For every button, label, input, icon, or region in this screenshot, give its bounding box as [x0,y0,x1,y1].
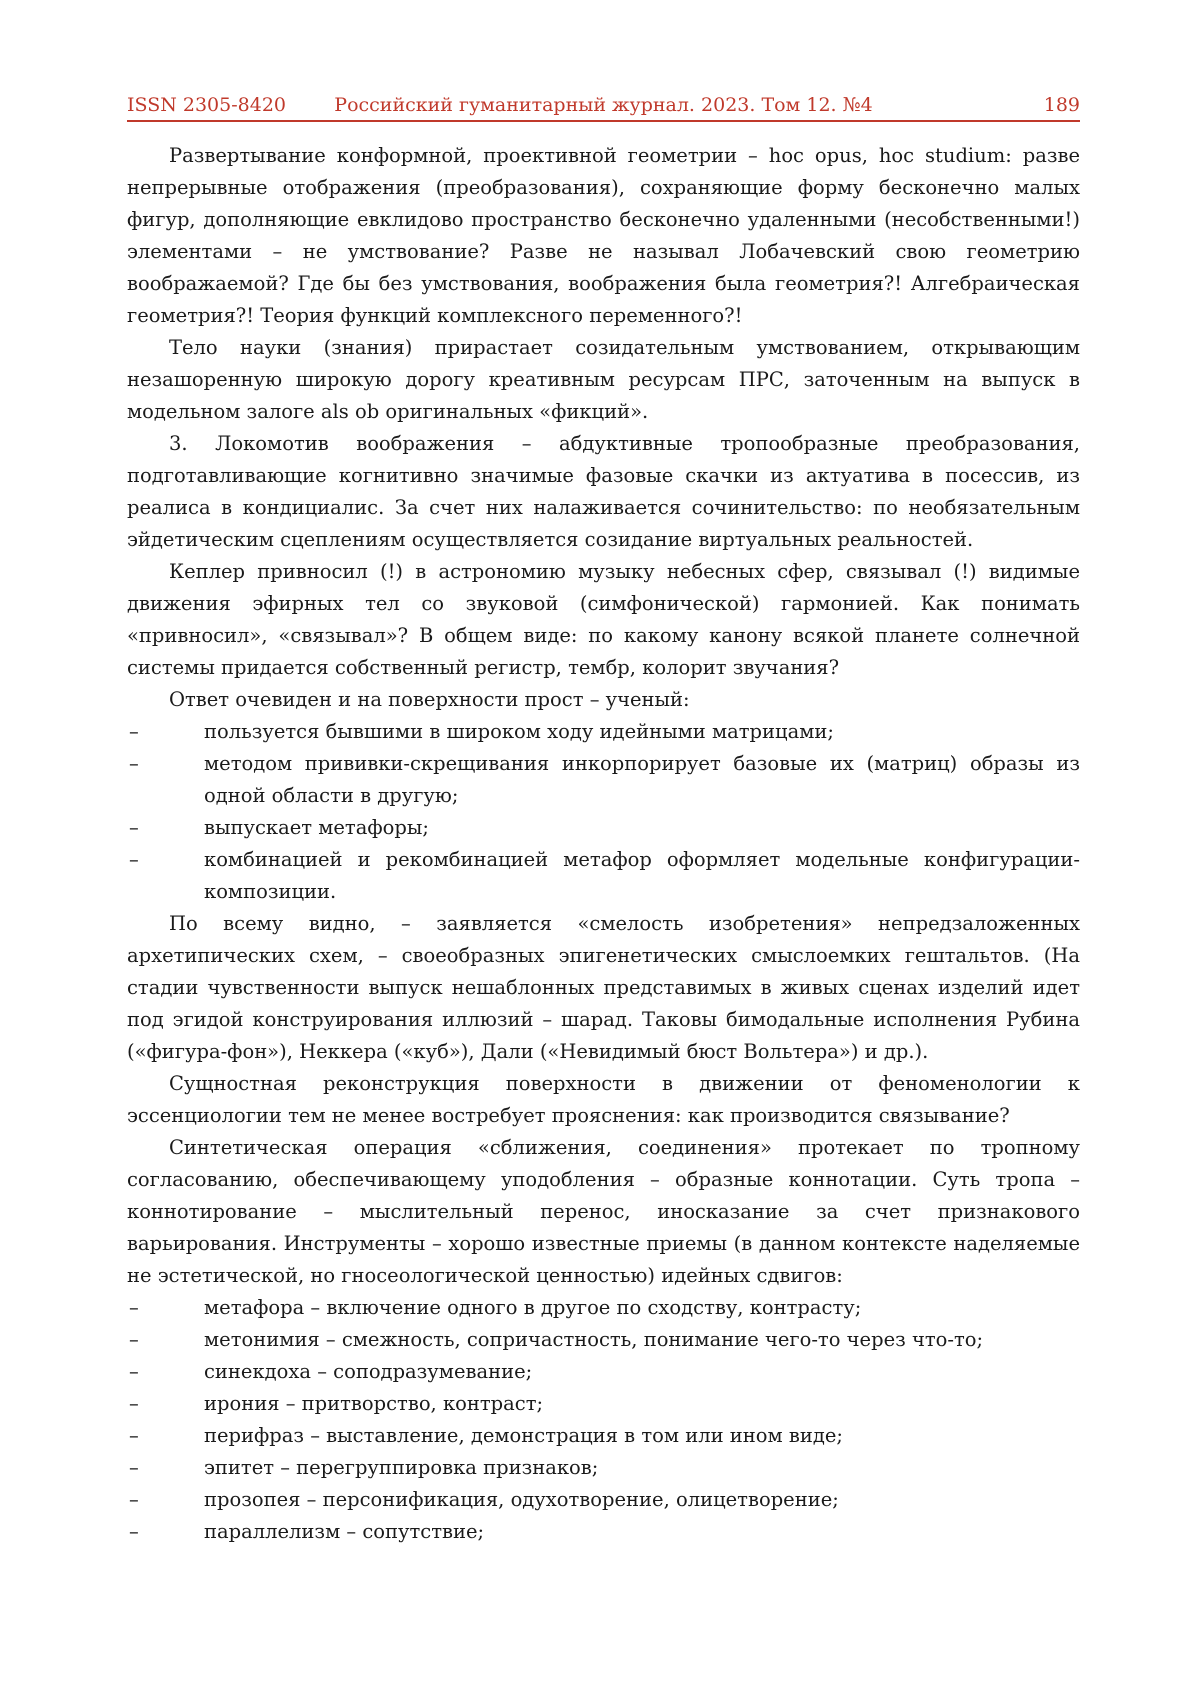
dash-list [127,716,1080,908]
paragraph: 3. Локомотив воображения – абдуктивные тропообразные преобразования, подготавливающие когнитивно значимые фазовые скачки из актуатива в посессив, из реалиса в кондициалис. За счет них налаживается сочинительство: по необязательным эйдетическим сцеплениям осуществляется созидание виртуальных реальностей. [127,432,1080,551]
list-item: – выпускает метафоры; [204,812,1080,844]
list-item: – ирония – притворство, контраст; [204,1388,1080,1420]
list-item: – перифраз – выставление, демонстрация в том или ином виде; [204,1420,1080,1452]
journal-title: Российский гуманитарный журнал. 2023. Том 12. №4 [334,94,873,116]
paragraph: Сущностная реконструкция поверхности в движении от феноменологии к эссенциологии тем не менее востребует прояснения: как производится связывание? [127,1072,1080,1127]
list-item: – прозопея – персонификация, одухотворение, олицетворение; [204,1484,1080,1516]
list-item: – метафора – включение одного в другое по сходству, контрасту; [204,1292,1080,1324]
paragraph: Тело науки (знания) прирастает созидательным умствованием, открывающим незашоренную широкую дорогу креативным ресурсам ПРС, заточенным на выпуск в модельном залоге als ob оригинальных «фикций». [127,336,1080,423]
page-number: 189 [1043,94,1080,116]
paragraph: Развертывание конформной, проективной геометрии – hoc opus, hoc studium: разве непрерывные отображения (преобразования), сохраняющие форму бесконечно малых фигур, дополняющие евклидово пространство бесконечно удаленными (несобственными!) элементами – не умствование? Разве не называл Лобачевский свою геометрию воображаемой? Где бы без умствования, воображения была геометрия?! Алгебраическая геометрия?! Теория функций комплексного переменного?! [127,144,1080,327]
running-header [127,92,1080,122]
list-item: – синекдоха – соподразумевание; [204,1356,1080,1388]
list-item: – параллелизм – сопутствие; [204,1516,1080,1548]
dash-list [127,1292,1080,1548]
issn: ISSN 2305-8420 [127,94,286,116]
list-item: – методом прививки-скрещивания инкорпорирует базовые их (матриц) образы из одной области в другую; [204,748,1080,812]
paragraph: По всему видно, – заявляется «смелость изобретения» непредзаложенных архетипических схем, – своеобразных эпигенетических смыслоемких гештальтов. (На стадии чувственности выпуск нешаблонных представимых в живых сценах изделий идет под эгидой конструирования иллюзий – шарад. Таковы бимодальные исполнения Рубина («фигура-фон»), Неккера («куб»), Дали («Невидимый бюст Вольтера») и др.). [127,912,1080,1063]
body-text [127,140,1080,1548]
list-item: – метонимия – смежность, сопричастность, понимание чего-то через что-то; [204,1324,1080,1356]
list-item: – эпитет – перегруппировка признаков; [204,1452,1080,1484]
list-item: – комбинацией и рекомбинацией метафор оформляет модельные конфигурации-композиции. [204,844,1080,908]
paragraph: Кеплер привносил (!) в астрономию музыку небесных сфер, связывал (!) видимые движения эфирных тел со звуковой (симфонической) гармонией. Как понимать «привносил», «связывал»? В общем виде: по какому канону всякой планете солнечной системы придается собственный регистр, тембр, колорит звучания? [127,560,1080,679]
list-item: – пользуется бывшими в широком ходу идейными матрицами; [204,716,1080,748]
paragraph: Синтетическая операция «сближения, соединения» протекает по тропному согласованию, обеспечивающему уподобления – образные коннотации. Суть тропа – коннотирование – мыслительный перенос, иносказание за счет признакового варьирования. Инструменты – хорошо известные приемы (в данном контексте наделяемые не эстетической, но гносеологической ценностью) идейных сдвигов: [127,1136,1080,1287]
paragraph: Ответ очевиден и на поверхности прост – ученый: [169,688,690,711]
